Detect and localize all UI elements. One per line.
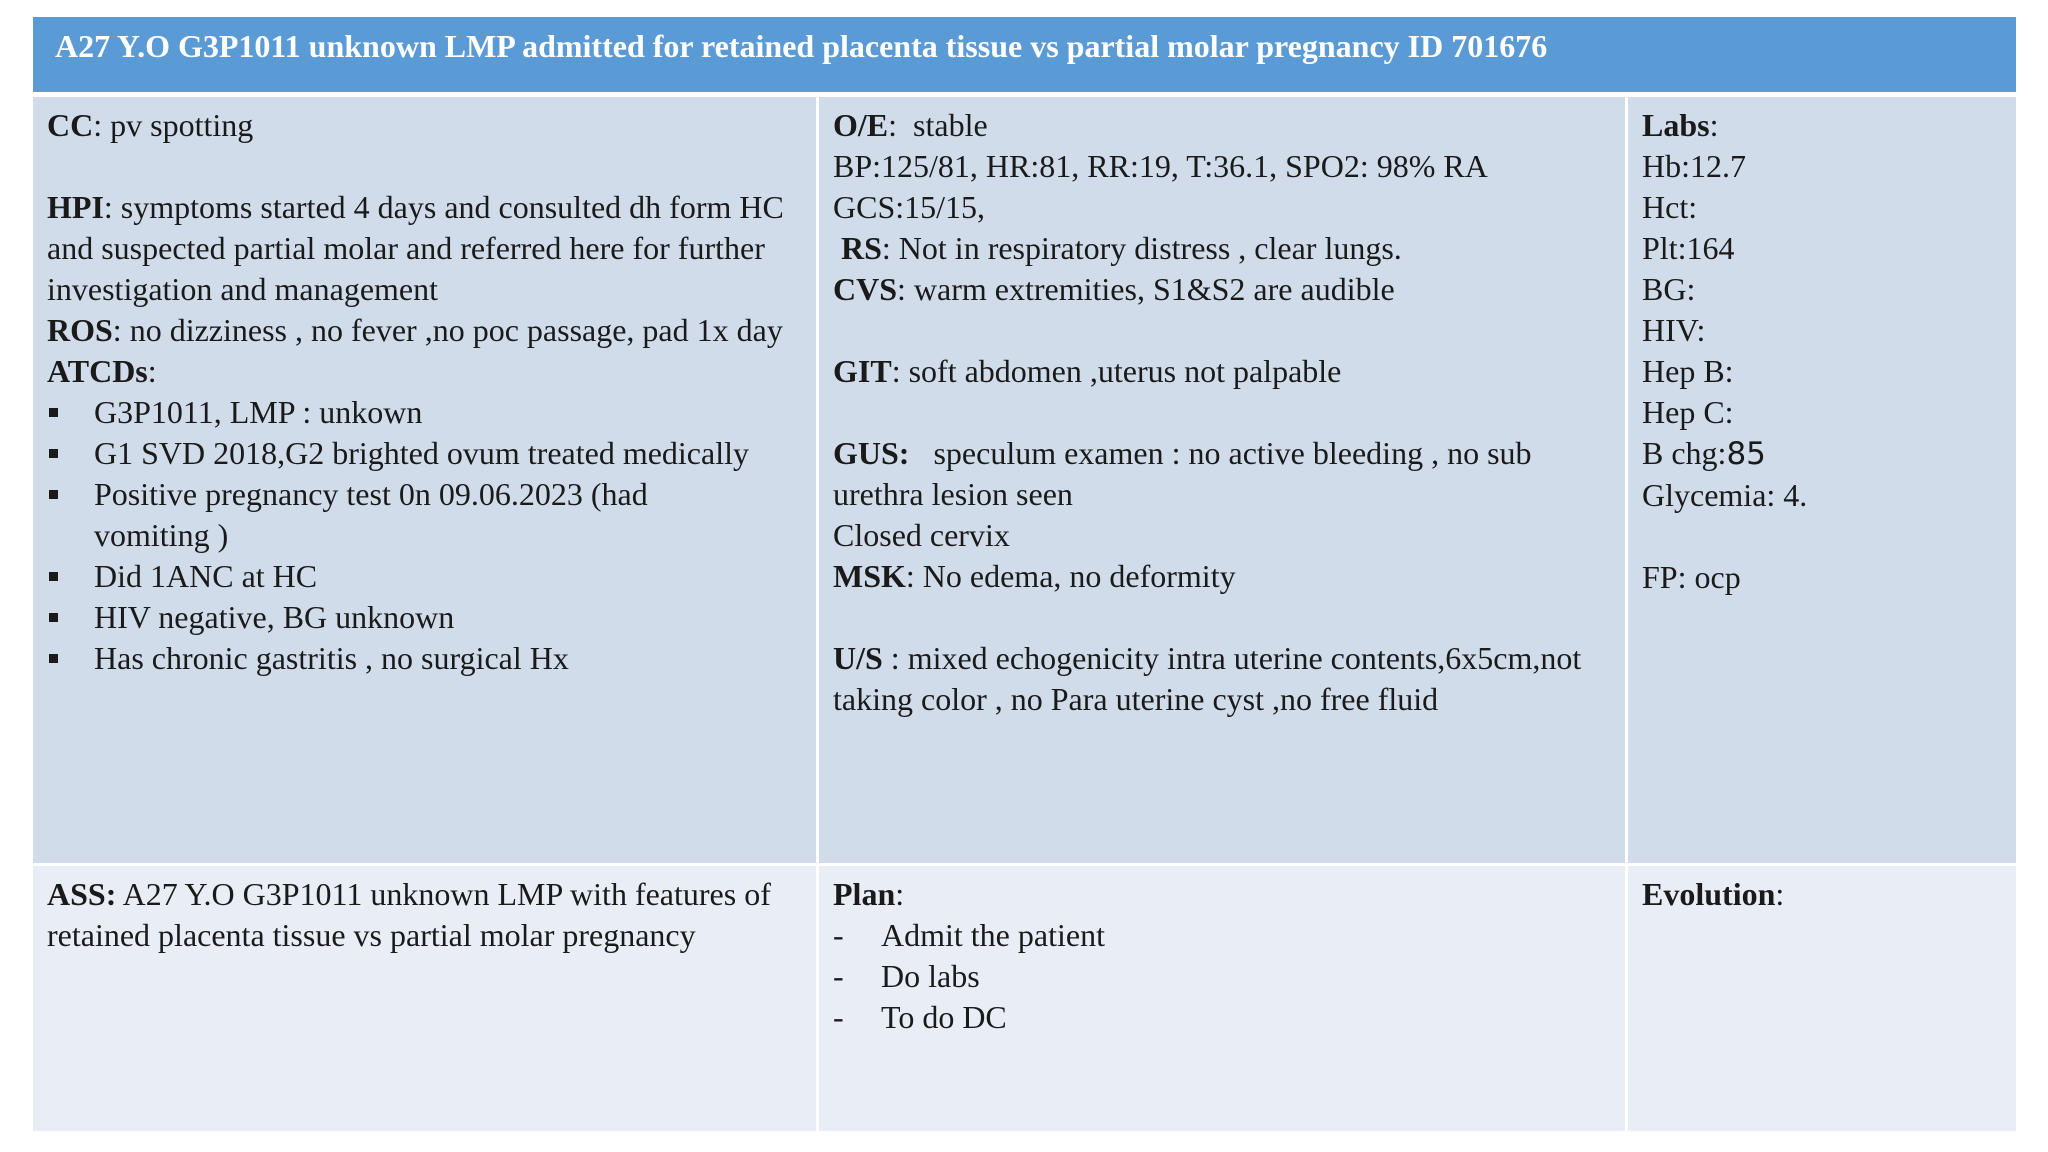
hpi bbox=[47, 187, 802, 310]
gus-label: GUS: bbox=[833, 435, 910, 471]
lab-hepb: Hep B: bbox=[1642, 353, 1734, 389]
msk-label: MSK bbox=[833, 558, 906, 594]
labs-cell bbox=[1628, 97, 2016, 866]
cvs-text: : warm extremities, S1&S2 are audible bbox=[897, 271, 1395, 307]
oe-text: : stable bbox=[888, 107, 988, 143]
atcds-colon: : bbox=[147, 353, 157, 389]
plan-cell bbox=[819, 866, 1628, 1131]
git-text: : soft abdomen ,uterus not palpable bbox=[891, 353, 1342, 389]
assessment-cell bbox=[33, 866, 819, 1131]
rs-label: RS bbox=[841, 230, 882, 266]
exam-cell bbox=[819, 97, 1628, 866]
dash-marker: - bbox=[833, 917, 844, 953]
list-item: HIV negative, BG unknown bbox=[47, 597, 802, 638]
list-item bbox=[833, 956, 1611, 997]
ros-label: ROS bbox=[47, 312, 113, 348]
assessment bbox=[47, 874, 802, 956]
plan-label: Plan bbox=[833, 876, 896, 912]
oe-label: O/E bbox=[833, 107, 889, 143]
spacer bbox=[833, 597, 1611, 638]
hpi-text: : symptoms started 4 days and consulted dh form HC and suspected partial molar and referred here for further investigation and management bbox=[47, 189, 784, 307]
hpi-label: HPI bbox=[47, 189, 104, 225]
list-item bbox=[833, 997, 1611, 1038]
plan-list bbox=[833, 915, 1611, 1038]
labs-label: Labs bbox=[1642, 107, 1710, 143]
git bbox=[833, 351, 1611, 392]
lab-hiv: HIV: bbox=[1642, 312, 1706, 348]
ros bbox=[47, 310, 802, 351]
list-item bbox=[833, 915, 1611, 956]
lab-bhcg bbox=[1642, 433, 2002, 475]
plan-colon: : bbox=[895, 876, 905, 912]
msk bbox=[833, 556, 1611, 597]
family-planning: FP: ocp bbox=[1642, 559, 1741, 595]
lab-hb: Hb:12.7 bbox=[1642, 148, 1746, 184]
plan-item-text: Admit the patient bbox=[881, 917, 1105, 953]
labs-heading bbox=[1642, 105, 2002, 146]
assessment-label: ASS: bbox=[47, 876, 117, 912]
us-text: : mixed echogenicity intra uterine contents,6x5cm,not taking color , no Para uterine cyst ,no free fluid bbox=[833, 640, 1582, 717]
bhcg-label: B chg: bbox=[1642, 435, 1727, 471]
evolution-colon: : bbox=[1775, 876, 1785, 912]
assessment-text: A27 Y.O G3P1011 unknown LMP with features of retained placenta tissue vs partial molar pregnancy bbox=[47, 876, 771, 953]
plan-heading bbox=[833, 874, 1611, 915]
gcs: GCS:15/15, bbox=[833, 189, 986, 225]
lab-hct: Hct: bbox=[1642, 189, 1698, 225]
gus-text: speculum examen : no active bleeding , no sub urethra lesion seen bbox=[833, 435, 1540, 512]
lab-plt: Plt:164 bbox=[1642, 230, 1735, 266]
list-item: G1 SVD 2018,G2 brighted ovum treated medically bbox=[47, 433, 802, 474]
plan-item-text: Do labs bbox=[881, 958, 980, 994]
vitals: BP:125/81, HR:81, RR:19, T:36.1, SPO2: 98% RA bbox=[833, 148, 1488, 184]
ros-text: : no dizziness , no fever ,no poc passage, pad 1x day bbox=[112, 312, 783, 348]
us-label: U/S bbox=[833, 640, 883, 676]
clinical-summary-table bbox=[33, 97, 2016, 1131]
gus-cervix: Closed cervix bbox=[833, 517, 1010, 553]
oe bbox=[833, 105, 1611, 146]
spacer bbox=[833, 310, 1611, 351]
labs-colon: : bbox=[1709, 107, 1719, 143]
chief-complaint bbox=[47, 105, 802, 146]
dash-marker: - bbox=[833, 958, 844, 994]
spacer bbox=[47, 146, 802, 187]
atcds-heading bbox=[47, 351, 802, 392]
atcds-list bbox=[47, 392, 802, 679]
msk-text: : No edema, no deformity bbox=[905, 558, 1236, 594]
bhcg-value: 85 bbox=[1726, 436, 1766, 472]
plan-item-text: To do DC bbox=[881, 999, 1007, 1035]
lab-hepc: Hep C: bbox=[1642, 394, 1734, 430]
slide-title: A27 Y.O G3P1011 unknown LMP admitted for retained placenta tissue vs partial molar pregnancy ID 701676 bbox=[55, 28, 1548, 64]
evolution-label: Evolution bbox=[1642, 876, 1776, 912]
list-item: G3P1011, LMP : unkown bbox=[47, 392, 802, 433]
evolution-cell bbox=[1628, 866, 2016, 1131]
cvs bbox=[833, 269, 1611, 310]
list-item: Positive pregnancy test 0n 09.06.2023 (had vomiting ) bbox=[47, 474, 802, 556]
spacer bbox=[1642, 516, 2002, 557]
atcds-label: ATCDs bbox=[47, 353, 148, 389]
lab-bg: BG: bbox=[1642, 271, 1696, 307]
lab-glycemia: Glycemia: 4. bbox=[1642, 477, 1808, 513]
rs-text: : Not in respiratory distress , clear lungs. bbox=[881, 230, 1402, 266]
cvs-label: CVS bbox=[833, 271, 898, 307]
rs bbox=[833, 228, 1611, 269]
evolution-heading bbox=[1642, 874, 2002, 915]
list-item: Did 1ANC at HC bbox=[47, 556, 802, 597]
dash-marker: - bbox=[833, 999, 844, 1035]
slide-title-bar bbox=[33, 17, 2016, 92]
ultrasound bbox=[833, 638, 1611, 720]
git-label: GIT bbox=[833, 353, 892, 389]
history-cell bbox=[33, 97, 819, 866]
spacer bbox=[833, 392, 1611, 433]
list-item: Has chronic gastritis , no surgical Hx bbox=[47, 638, 802, 679]
gus bbox=[833, 433, 1611, 515]
cc-label: CC bbox=[47, 107, 94, 143]
cc-text: : pv spotting bbox=[93, 107, 254, 143]
